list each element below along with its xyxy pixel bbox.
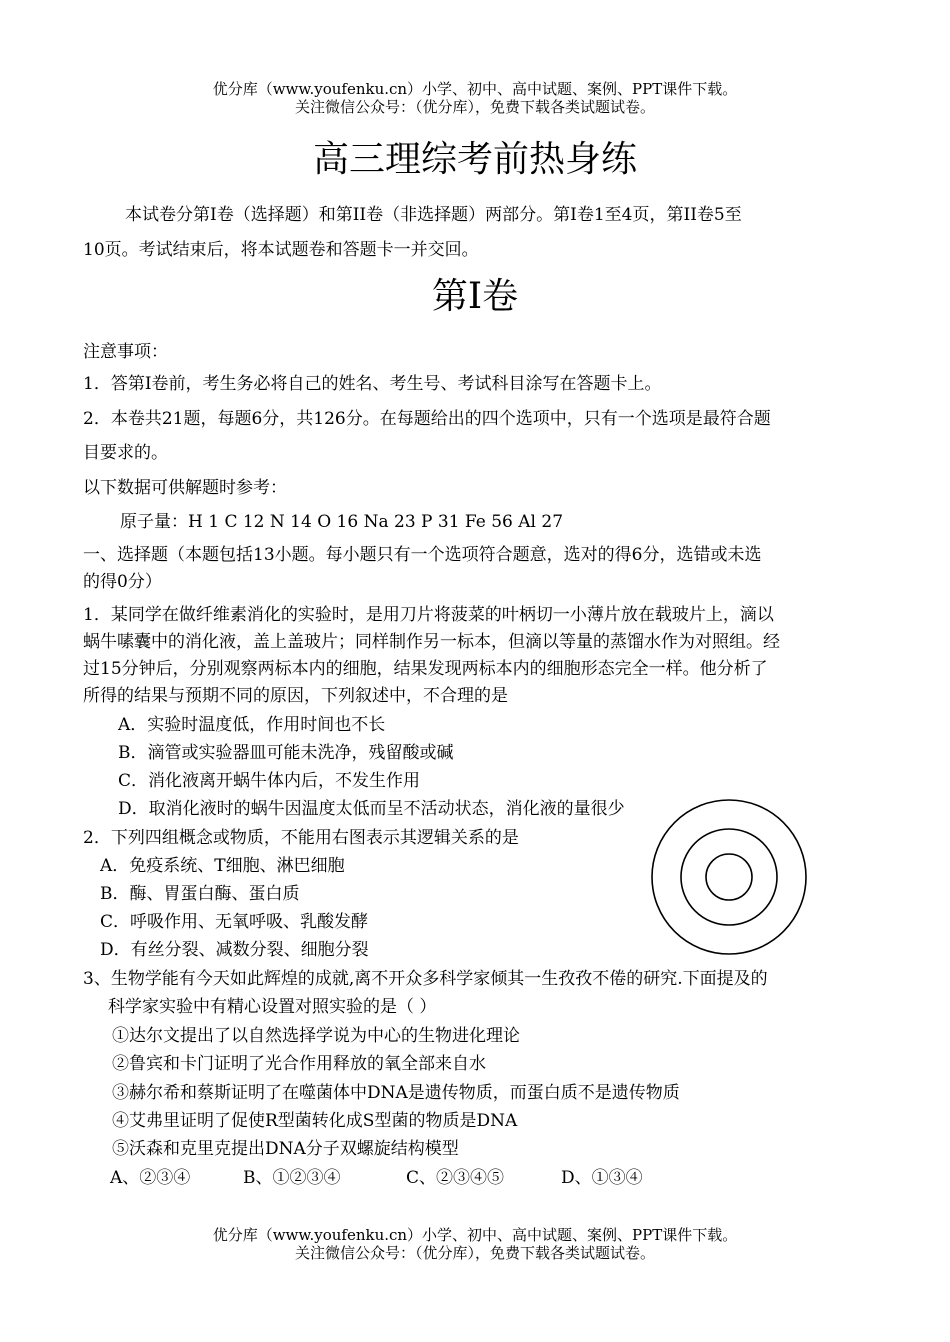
header-line-2: 关注微信公众号：（优分库），免费下载各类试题试卷。 xyxy=(294,98,655,116)
q2-option-b: B．酶、胃蛋白酶、蛋白质 xyxy=(100,884,300,904)
q1-option-c: C．消化液离开蜗牛体内后，不发生作用 xyxy=(118,771,421,791)
concentric-circles-diagram xyxy=(650,796,810,960)
outer-circle xyxy=(652,800,806,954)
notes-item-2-line-1: 2．本卷共21题，每题6分，共126分。在每题给出的四个选项中，只有一个选项是最符合题 xyxy=(83,409,771,429)
q1-line-3: 过15分钟后，分别观察两标本内的细胞，结果发现两标本内的细胞形态完全一样。他分析了 xyxy=(83,659,768,679)
q3-item-1: ①达尔文提出了以自然选择学说为中心的生物进化理论 xyxy=(112,1026,520,1046)
q3-item-5: ⑤沃森和克里克提出DNA分子双螺旋结构模型 xyxy=(112,1139,459,1159)
notes-item-2-line-2: 目要求的。 xyxy=(83,443,168,463)
q3-item-2: ②鲁宾和卡门证明了光合作用释放的氧全部来自水 xyxy=(112,1054,486,1074)
q2-option-a: A．免疫系统、T细胞、淋巴细胞 xyxy=(100,856,345,876)
page-title: 高三理综考前热身练 xyxy=(312,139,637,180)
q3-choice-b: B、①②③④ xyxy=(243,1168,341,1188)
footer-line-2: 关注微信公众号：（优分库），免费下载各类试题试卷。 xyxy=(294,1244,655,1262)
q1-option-d: D．取消化液时的蜗牛因温度太低而呈不活动状态，消化液的量很少 xyxy=(118,799,625,819)
section1-heading-line-1: 一、选择题（本题包括13小题。每小题只有一个选项符合题意，选对的得6分，选错或未选 xyxy=(83,545,762,565)
q3-item-4: ④艾弗里证明了促使R型菌转化成S型菌的物质是DNA xyxy=(112,1111,518,1131)
q3-choice-d: D、①③④ xyxy=(561,1168,643,1188)
inner-circle xyxy=(706,854,752,900)
q3-choice-a: A、②③④ xyxy=(110,1168,191,1188)
atomic-mass: 原子量：H 1 C 12 N 14 O 16 Na 23 P 31 Fe 56 Al 27 xyxy=(120,512,564,532)
q2-option-c: C．呼吸作用、无氧呼吸、乳酸发酵 xyxy=(100,912,369,932)
intro-line-2: 10页。考试结束后，将本试题卷和答题卡一并交回。 xyxy=(83,240,479,260)
q2-option-d: D．有丝分裂、减数分裂、细胞分裂 xyxy=(100,940,369,960)
q3-choices xyxy=(110,1166,643,1190)
q2-stem: 2．下列四组概念或物质，不能用右图表示其逻辑关系的是 xyxy=(83,828,519,848)
q3-item-3: ③赫尔希和蔡斯证明了在噬菌体中DNA是遗传物质，而蛋白质不是遗传物质 xyxy=(112,1083,680,1103)
q1-option-a: A．实验时温度低，作用时间也不长 xyxy=(118,715,386,735)
q1-line-1: 1．某同学在做纤维素消化的实验时，是用刀片将菠菜的叶柄切一小薄片放在载玻片上，滴以 xyxy=(83,605,774,625)
q1-line-4: 所得的结果与预期不同的原因，下列叙述中，不合理的是 xyxy=(83,686,508,706)
notes-heading: 注意事项： xyxy=(83,342,168,362)
notes-item-1: 1．答第Ⅰ卷前，考生务必将自己的姓名、考生号、考试科目涂写在答题卡上。 xyxy=(83,374,662,394)
q1-line-2: 蜗牛嗉囊中的消化液，盖上盖玻片；同样制作另一标本，但滴以等量的蒸馏水作为对照组。经 xyxy=(83,632,780,652)
footer-line-1: 优分库（www.youfenku.cn）小学、初中、高中试题、案例、PPT课件下载。 xyxy=(212,1226,738,1244)
header-line-1: 优分库（www.youfenku.cn）小学、初中、高中试题、案例、PPT课件下载。 xyxy=(212,80,738,98)
intro-line-1: 本试卷分第Ⅰ卷（选择题）和第II卷（非选择题）两部分。第Ⅰ卷1至4页，第II卷5至 xyxy=(125,205,742,225)
q3-line-1: 3、生物学能有今天如此辉煌的成就,离不开众多科学家倾其一生孜孜不倦的研究.下面提及的 xyxy=(83,969,768,989)
data-reference: 以下数据可供解题时参考： xyxy=(83,478,287,498)
q3-line-2: 科学家实验中有精心设置对照实验的是（ ） xyxy=(108,997,437,1017)
q3-choice-c: C、②③④⑤ xyxy=(406,1168,505,1188)
volume-title: 第Ⅰ卷 xyxy=(431,276,519,317)
middle-circle xyxy=(681,829,777,925)
q1-option-b: B．滴管或实验器皿可能未洗净，残留酸或碱 xyxy=(118,743,454,763)
section1-heading-line-2: 的得0分） xyxy=(83,572,162,592)
